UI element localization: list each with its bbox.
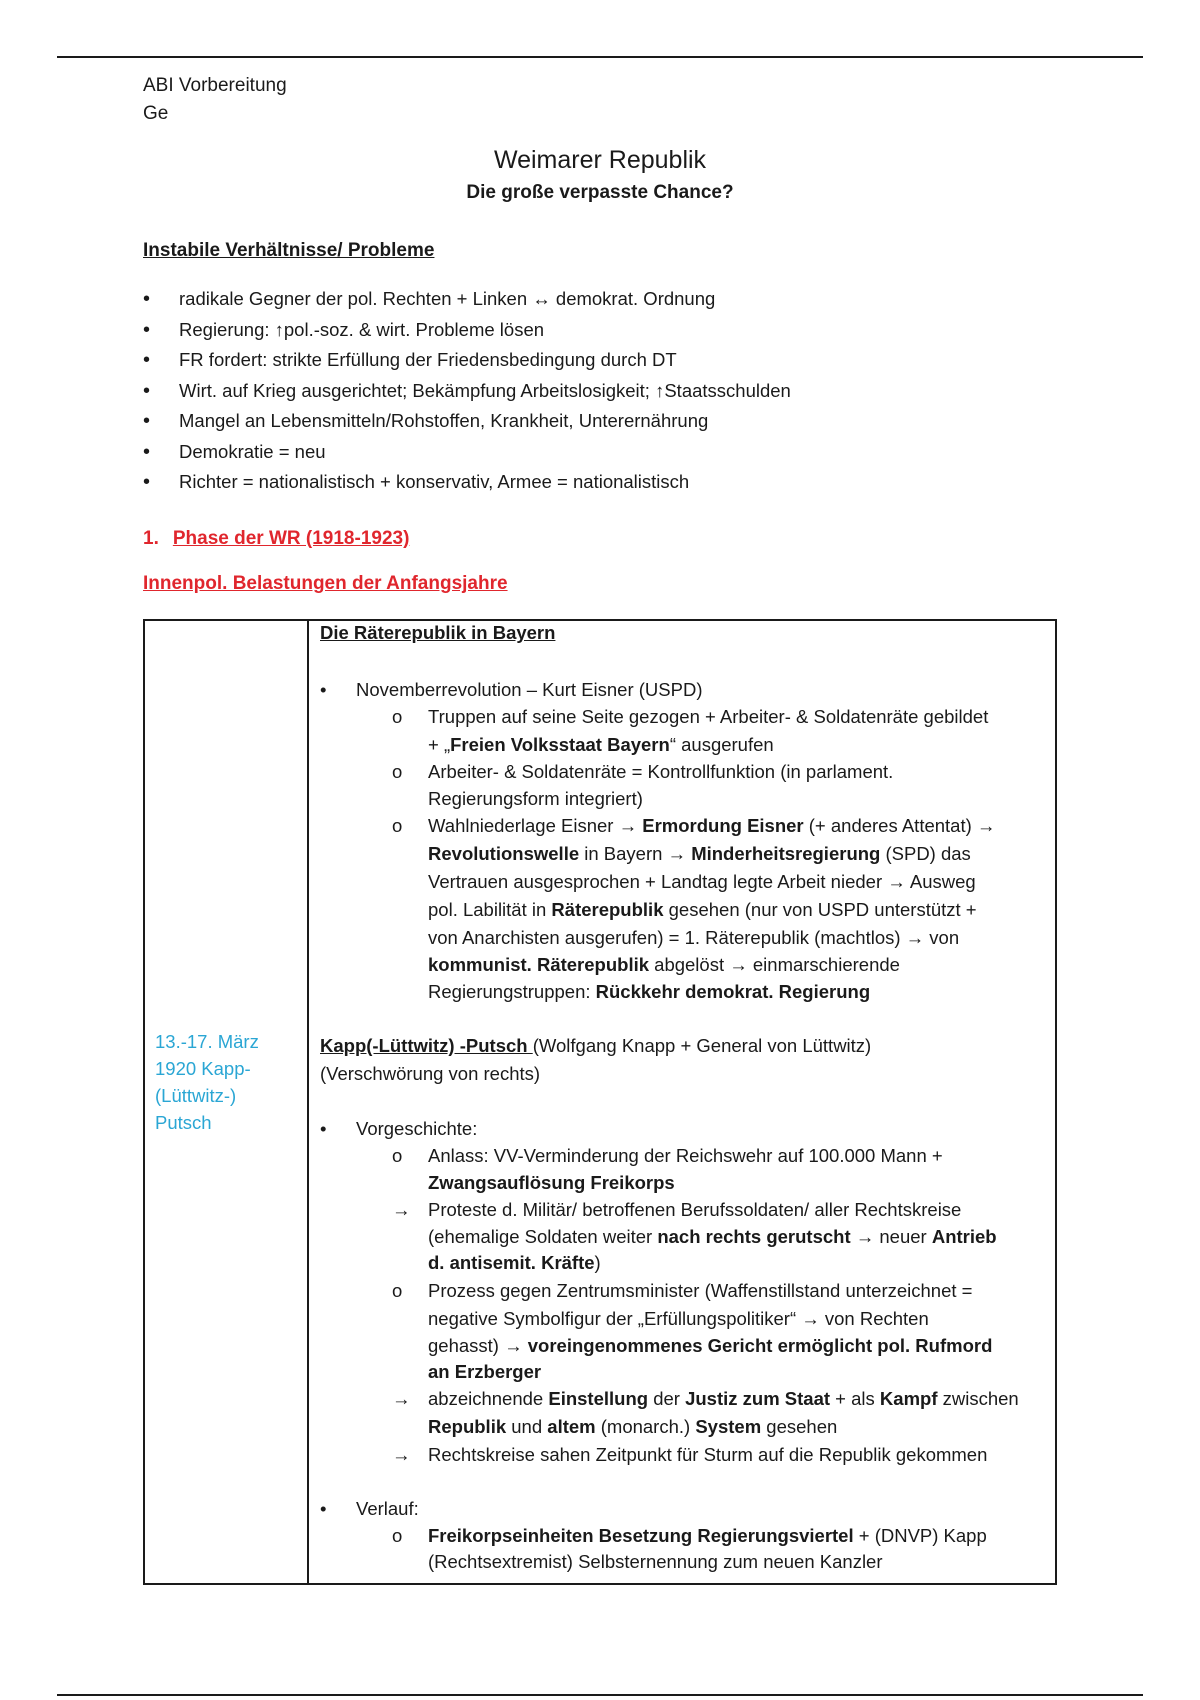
text-line: Revolutionswelle in Bayern → Minderheitsregierung (SPD) das <box>428 843 971 864</box>
bottom-rule <box>57 1694 1143 1696</box>
text-line: Anlass: VV-Verminderung der Reichswehr auf 100.000 Mann + <box>428 1145 943 1166</box>
circle-marker: o <box>392 1525 403 1546</box>
phase-title: Phase der WR (1918-1923) <box>172 528 410 549</box>
text-line: Regierungsform integriert) <box>428 788 643 809</box>
page-subtitle: Die große verpasste Chance? <box>466 182 734 203</box>
phase-number: 1. <box>143 528 159 549</box>
problems-list <box>143 284 791 498</box>
page-title: Weimarer Republik <box>493 146 707 174</box>
vorgeschichte-item: Vorgeschichte: <box>356 1118 478 1139</box>
text-line: Zwangsauflösung Freikorps <box>428 1172 675 1193</box>
circle-marker: o <box>392 1280 403 1301</box>
circle-marker: o <box>392 761 403 782</box>
table-column-divider <box>307 621 309 1583</box>
bullet-marker: • <box>320 679 327 700</box>
verlauf-item: Verlauf: <box>356 1498 419 1519</box>
list-item: • Regierung: ↑pol.-soz. & wirt. Probleme lösen <box>143 315 791 346</box>
top-rule <box>57 56 1143 58</box>
text-line: kommunist. Räterepublik abgelöst → einmarschierende <box>428 954 900 975</box>
side-label-line: 1920 Kapp- <box>155 1058 251 1079</box>
text-line: abzeichnende Einstellung der Justiz zum Staat + als Kampf zwischen <box>428 1388 1019 1409</box>
text-line: Freikorpseinheiten Besetzung Regierungsviertel + (DNVP) Kapp <box>428 1525 987 1546</box>
november-revolution-item: Novemberrevolution – Kurt Eisner (USPD) <box>356 679 703 700</box>
header-line-2: Ge <box>143 103 169 124</box>
text-line: + „Freien Volksstaat Bayern“ ausgerufen <box>428 734 774 755</box>
header-line-1: ABI Vorbereitung <box>143 75 287 96</box>
text-line: Regierungstruppen: Rückkehr demokrat. Regierung <box>428 981 871 1002</box>
list-item: • Demokratie = neu <box>143 437 791 468</box>
phase-heading <box>143 528 409 550</box>
text-line: Prozess gegen Zentrumsminister (Waffenstillstand unterzeichnet = <box>428 1280 973 1301</box>
list-item: • Mangel an Lebensmitteln/Rohstoffen, Krankheit, Unterernährung <box>143 406 791 437</box>
text-line: pol. Labilität in Räterepublik gesehen (nur von USPD unterstützt + <box>428 899 977 920</box>
side-label-line: (Lüttwitz-) <box>155 1085 237 1106</box>
side-label-line: 13.-17. März <box>155 1031 259 1052</box>
document-header <box>143 72 287 128</box>
arrow-marker: → <box>392 1388 411 1409</box>
notes-table <box>143 619 1057 1585</box>
list-item: • radikale Gegner der pol. Rechten + Linken ↔ demokrat. Ordnung <box>143 284 791 315</box>
text-line: Truppen auf seine Seite gezogen + Arbeiter- & Soldatenräte gebildet <box>428 706 989 727</box>
list-item: • Richter = nationalistisch + konservativ, Armee = nationalistisch <box>143 467 791 498</box>
text-line: d. antisemit. Kräfte) <box>428 1252 601 1273</box>
text-line: gehasst) → voreingenommenes Gericht ermöglicht pol. Rufmord <box>428 1335 993 1356</box>
text-line: Proteste d. Militär/ betroffenen Berufssoldaten/ aller Rechtskreise <box>428 1199 962 1220</box>
text-line: Vertrauen ausgesprochen + Landtag legte Arbeit nieder → Ausweg <box>428 871 976 892</box>
subheading-innenpolitik: Innenpol. Belastungen der Anfangsjahre <box>143 573 508 594</box>
list-item: • Wirt. auf Krieg ausgerichtet; Bekämpfung Arbeitslosigkeit; ↑Staatsschulden <box>143 376 791 407</box>
text-line: Rechtskreise sahen Zeitpunkt für Sturm auf die Republik gekommen <box>428 1444 988 1465</box>
text-line: Wahlniederlage Eisner → Ermordung Eisner (+ anderes Attentat) → <box>428 815 996 836</box>
text-line: negative Symbolfigur der „Erfüllungspolitiker“ → von Rechten <box>428 1308 929 1329</box>
arrow-marker: → <box>392 1199 411 1220</box>
text-line: an Erzberger <box>428 1361 542 1382</box>
text-line: Republik und altem (monarch.) System gesehen <box>428 1416 838 1437</box>
circle-marker: o <box>392 1145 403 1166</box>
bullet-marker: • <box>320 1118 327 1139</box>
text-line: (Verschwörung von rechts) <box>320 1063 541 1084</box>
bullet-marker: • <box>320 1498 327 1519</box>
text-line: (ehemalige Soldaten weiter nach rechts gerutscht → neuer Antrieb <box>428 1226 997 1247</box>
arrow-marker: → <box>392 1444 411 1465</box>
circle-marker: o <box>392 706 403 727</box>
side-label-kapp-putsch <box>155 1028 295 1136</box>
text-line: Arbeiter- & Soldatenräte = Kontrollfunktion (in parlament. <box>428 761 894 782</box>
circle-marker: o <box>392 815 403 836</box>
section-heading-problems: Instabile Verhältnisse/ Probleme <box>143 240 435 261</box>
raeterepublik-heading: Die Räterepublik in Bayern <box>320 622 556 643</box>
list-item: • FR fordert: strikte Erfüllung der Friedensbedingung durch DT <box>143 345 791 376</box>
text-line: von Anarchisten ausgerufen) = 1. Räterepublik (machtlos) → von <box>428 927 960 948</box>
text-line: (Rechtsextremist) Selbsternennung zum neuen Kanzler <box>428 1551 883 1572</box>
side-label-line: Putsch <box>155 1112 212 1133</box>
kapp-putsch-heading: Kapp(-Lüttwitz) -Putsch (Wolfgang Knapp + General von Lüttwitz) <box>320 1035 872 1056</box>
